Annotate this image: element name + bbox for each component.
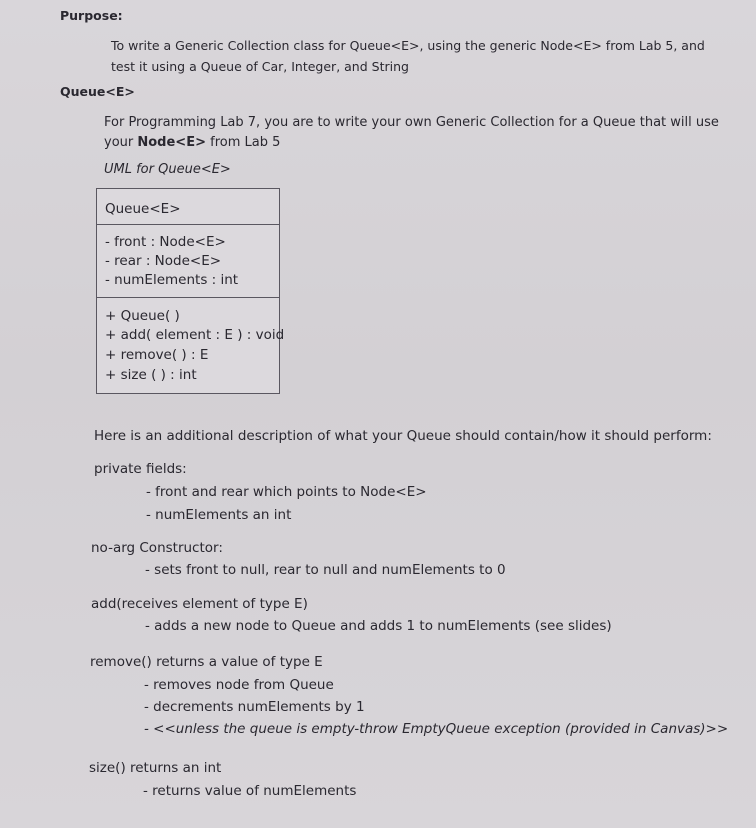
description-intro: Here is an additional description of what your Queue should contain/how it should perform: bbox=[94, 428, 712, 444]
remove-item: - <<unless the queue is empty-throw EmptyQueue exception (provided in Canvas)>> bbox=[144, 721, 729, 737]
remove-heading: remove() returns a value of type E bbox=[90, 654, 323, 670]
private-fields-item: - numElements an int bbox=[146, 507, 292, 523]
uml-method: + Queue( ) bbox=[105, 308, 180, 324]
uml-method: + size ( ) : int bbox=[105, 367, 197, 383]
add-heading: add(receives element of type E) bbox=[91, 596, 308, 612]
uml-method: + add( element : E ) : void bbox=[105, 327, 285, 343]
uml-methods-divider bbox=[97, 297, 279, 298]
intro-node-bold: Node<E> bbox=[137, 135, 206, 150]
uml-class-diagram bbox=[96, 188, 285, 394]
constructor-heading: no-arg Constructor: bbox=[91, 540, 223, 556]
purpose-text-line-2: test it using a Queue of Car, Integer, and String bbox=[111, 59, 409, 74]
purpose-heading: Purpose: bbox=[60, 8, 123, 23]
purpose-text-line-1: To write a Generic Collection class for Queue<E>, using the generic Node<E> from Lab 5, and bbox=[111, 38, 705, 53]
uml-field: - rear : Node<E> bbox=[105, 253, 222, 269]
constructor-item: - sets front to null, rear to null and numElements to 0 bbox=[145, 562, 506, 578]
uml-fields-divider bbox=[97, 224, 279, 225]
size-heading: size() returns an int bbox=[89, 760, 222, 776]
uml-caption: UML for Queue<E> bbox=[104, 162, 231, 177]
private-fields-heading: private fields: bbox=[94, 461, 187, 477]
uml-field: - numElements : int bbox=[105, 272, 239, 288]
queue-heading: Queue<E> bbox=[60, 84, 135, 99]
size-item: - returns value of numElements bbox=[143, 783, 357, 799]
remove-item: - removes node from Queue bbox=[144, 677, 334, 693]
uml-method: + remove( ) : E bbox=[105, 347, 209, 363]
queue-intro-line-2 bbox=[104, 135, 280, 150]
intro-pre-text: your bbox=[104, 135, 138, 150]
queue-intro-line-1: For Programming Lab 7, you are to write your own Generic Collection for a Queue that will use bbox=[104, 115, 719, 130]
add-item: - adds a new node to Queue and adds 1 to numElements (see slides) bbox=[145, 618, 612, 634]
remove-item: - decrements numElements by 1 bbox=[144, 699, 365, 715]
intro-post-text: from Lab 5 bbox=[205, 135, 281, 150]
uml-class-name: Queue<E> bbox=[105, 201, 181, 217]
uml-field: - front : Node<E> bbox=[105, 234, 226, 250]
private-fields-item: - front and rear which points to Node<E> bbox=[146, 484, 427, 500]
